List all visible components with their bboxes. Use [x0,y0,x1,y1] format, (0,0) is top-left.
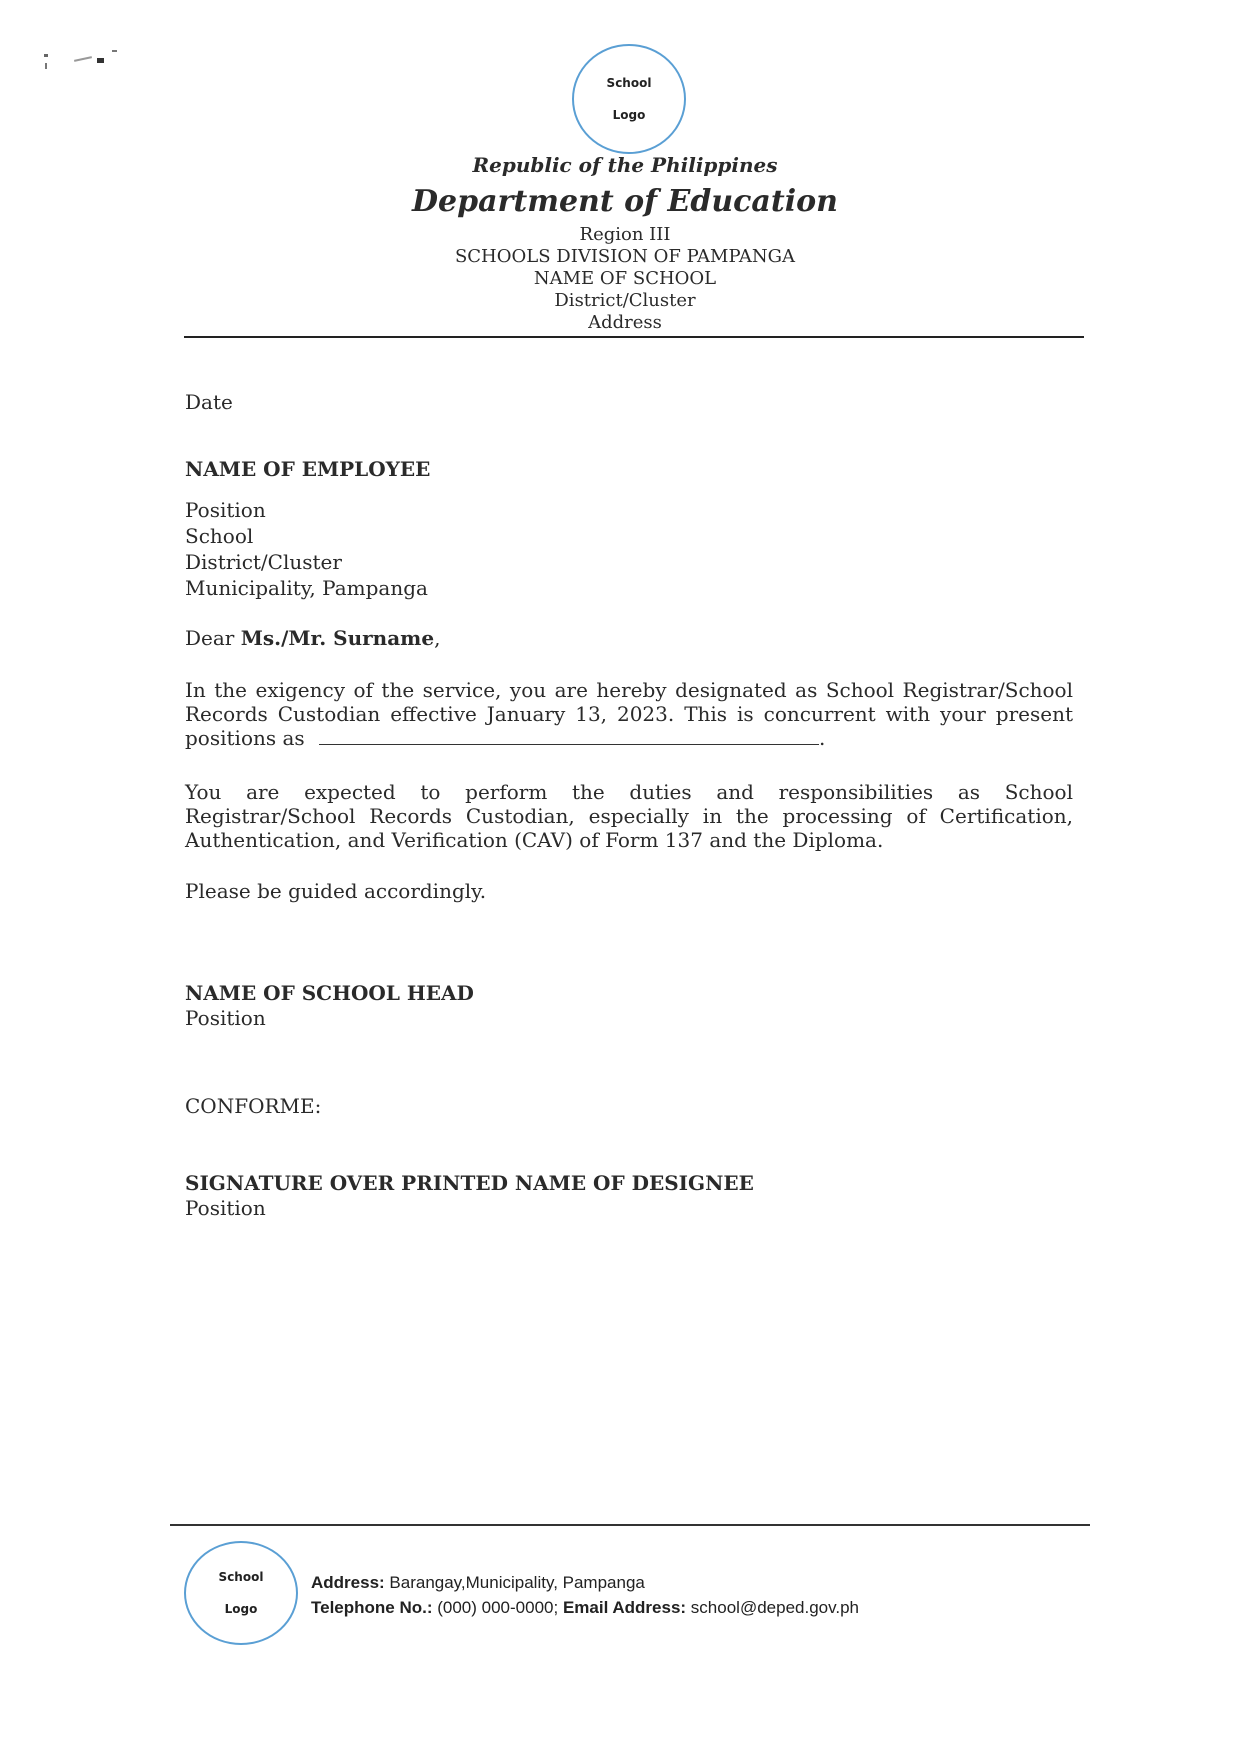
positions-label: positions as [185,726,305,750]
footer-email-label: Email Address: [562,1598,687,1617]
salutation-suffix: , [434,626,441,650]
logo-text: School [218,1570,264,1584]
recipient-name: NAME OF EMPLOYEE [185,457,431,481]
scan-mark [45,63,47,69]
positions-period: . [819,726,826,750]
paragraph-line: Authentication, and Verification (CAV) of Form 137 and the Diploma. [185,828,884,852]
division-line: SCHOOLS DIVISION OF PAMPANGA [454,246,796,267]
designee-position: Position [185,1196,266,1220]
signatory-name: NAME OF SCHOOL HEAD [185,981,474,1005]
republic-line: Republic of the Philippines [472,153,778,177]
salutation-name: Ms./Mr. Surname [240,626,435,650]
footer-phone-value: (000) 000-0000; [432,1598,563,1617]
conforme-label: CONFORME: [185,1094,322,1118]
salutation-prefix: Dear [185,626,241,650]
school-name-line: NAME OF SCHOOL [533,268,717,289]
signatory-position: Position [185,1006,266,1030]
paragraph-line: You are expected to perform the duties and responsibilities as School [185,780,1073,804]
footer-address-label: Address: [311,1573,385,1592]
closing-line: Please be guided accordingly. [185,879,487,903]
school-logo-footer [184,1541,298,1645]
logo-text: Logo [612,108,646,122]
letter-date: Date [185,390,233,414]
logo-text: Logo [224,1602,258,1616]
scan-mark [44,54,48,57]
department-title: Department of Education [412,184,838,219]
logo-text: School [606,76,652,90]
recipient-line: District/Cluster [185,550,342,574]
recipient-line: Position [185,498,266,522]
recipient-line: School [185,524,254,548]
designee-name: SIGNATURE OVER PRINTED NAME OF DESIGNEE [185,1171,754,1195]
scan-mark [112,50,117,52]
header-divider [184,336,1084,338]
paragraph-line [185,726,1073,750]
address-line: Address [588,312,662,333]
salutation [185,626,440,650]
recipient-line: Municipality, Pampanga [185,576,428,600]
footer-phone-label: Telephone No.: [311,1598,433,1617]
footer-contact [311,1598,859,1618]
district-line: District/Cluster [554,290,696,311]
paragraph-duties [185,780,1073,852]
paragraph-designation [185,678,1073,750]
scan-mark [97,58,104,63]
recipient-address [185,498,428,602]
footer-address-value: Barangay,Municipality, Pampanga [384,1573,645,1592]
paragraph-line: Registrar/School Records Custodian, especially in the processing of Certification, [185,804,1073,828]
paragraph-line: In the exigency of the service, you are hereby designated as School Registrar/School [185,678,1073,702]
positions-blank [319,726,819,745]
footer-email-value: school@deped.gov.ph [686,1598,859,1617]
paragraph-line: Records Custodian effective January 13, 2023. This is concurrent with your present [185,702,1073,726]
scan-mark [74,56,92,62]
footer-address [311,1573,645,1593]
school-logo-header [572,44,686,154]
footer-divider [170,1524,1090,1526]
region-line: Region III [579,224,671,245]
